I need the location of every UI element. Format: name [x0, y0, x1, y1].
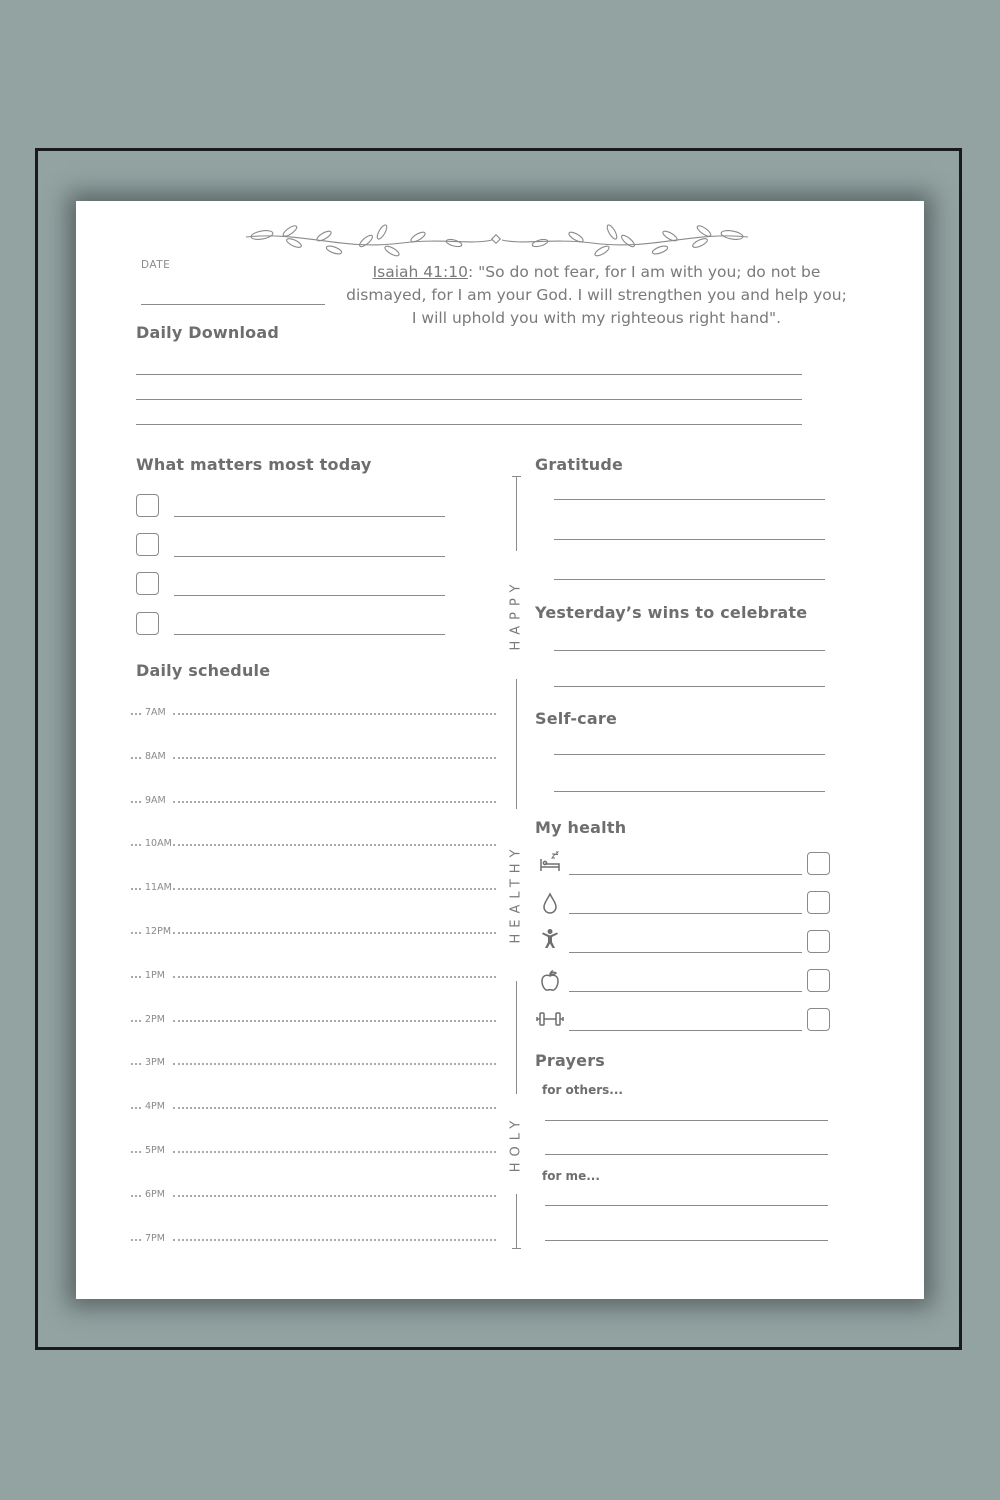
schedule-row[interactable]: [131, 1144, 496, 1158]
schedule-dots: [131, 801, 141, 803]
schedule-dots: [131, 1195, 141, 1197]
daily-download-line[interactable]: [136, 424, 802, 425]
prayer-line[interactable]: [545, 1120, 828, 1121]
schedule-time-label: 12PM: [145, 926, 172, 937]
schedule-dots: [131, 757, 141, 759]
scripture-text: : "So do not fear, for I am with you; do not be dismayed, for I am your God. I will strengthen you and help you; I will uphold you with my righteous right hand".: [346, 263, 847, 327]
water-drop-icon: [538, 891, 562, 915]
prayer-line[interactable]: [545, 1205, 828, 1206]
daily-schedule-heading: Daily schedule: [136, 661, 271, 680]
schedule-dots: [173, 976, 496, 978]
health-checkbox[interactable]: [807, 891, 830, 914]
schedule-row[interactable]: [131, 1056, 496, 1070]
prayers-for-me-label: for me...: [542, 1169, 600, 1183]
schedule-row[interactable]: [131, 925, 496, 939]
prayer-line[interactable]: [545, 1154, 828, 1155]
health-line[interactable]: [569, 991, 802, 992]
divider-cap-bottom: [512, 1248, 521, 1249]
health-checkbox[interactable]: [807, 930, 830, 953]
prayer-line[interactable]: [545, 1240, 828, 1241]
schedule-time-label: 8AM: [145, 750, 166, 762]
schedule-dots: [131, 1107, 141, 1109]
schedule-row[interactable]: [131, 837, 496, 851]
self-care-line[interactable]: [554, 791, 825, 792]
schedule-dots: [173, 844, 496, 846]
gratitude-line[interactable]: [554, 499, 825, 500]
schedule-time-label: 11AM: [145, 882, 172, 894]
schedule-dots: [131, 1020, 141, 1022]
health-checkbox[interactable]: [807, 852, 830, 875]
schedule-dots: [173, 1020, 496, 1022]
self-care-line[interactable]: [554, 754, 825, 755]
schedule-time-label: 7PM: [145, 1232, 165, 1244]
schedule-time-label: 3PM: [145, 1057, 165, 1069]
yesterday-wins-heading: Yesterday’s wins to celebrate: [535, 603, 808, 622]
schedule-dots: [173, 932, 496, 934]
daily-download-line[interactable]: [136, 399, 802, 400]
priority-checkbox[interactable]: [136, 494, 159, 517]
daily-download-heading: Daily Download: [136, 323, 280, 342]
schedule-time-label: 1PM: [145, 969, 165, 981]
exercise-icon: [538, 927, 562, 951]
schedule-row[interactable]: [131, 1013, 496, 1027]
schedule-dots: [131, 844, 141, 846]
schedule-row[interactable]: [131, 750, 496, 764]
schedule-dots: [131, 1239, 141, 1241]
schedule-row[interactable]: [131, 1188, 496, 1202]
schedule-dots: [173, 1107, 496, 1109]
schedule-dots: [173, 1151, 496, 1153]
health-line[interactable]: [569, 952, 802, 953]
sleep-icon: [538, 851, 562, 875]
scripture-reference: Isaiah 41:10: [372, 263, 468, 281]
wins-line[interactable]: [554, 650, 825, 651]
schedule-dots: [131, 1063, 141, 1065]
self-care-heading: Self-care: [535, 709, 618, 728]
wins-line[interactable]: [554, 686, 825, 687]
schedule-row[interactable]: [131, 794, 496, 808]
priority-checkbox[interactable]: [136, 572, 159, 595]
priority-line[interactable]: [174, 595, 445, 596]
schedule-row[interactable]: [131, 1100, 496, 1114]
schedule-dots: [131, 1151, 141, 1153]
schedule-time-label: 9AM: [145, 794, 166, 806]
schedule-time-label: 5PM: [145, 1145, 165, 1156]
prayers-for-others-label: for others...: [542, 1083, 623, 1097]
health-line[interactable]: [569, 874, 802, 875]
dumbbell-icon: [536, 1007, 564, 1031]
my-health-heading: My health: [535, 818, 627, 837]
priority-checkbox[interactable]: [136, 612, 159, 635]
priority-checkbox[interactable]: [136, 533, 159, 556]
priority-line[interactable]: [174, 556, 445, 557]
scripture-quote: [344, 261, 849, 330]
schedule-row[interactable]: [131, 1232, 496, 1246]
gratitude-line[interactable]: [554, 579, 825, 580]
schedule-dots: [131, 888, 141, 890]
health-checkbox[interactable]: [807, 1008, 830, 1031]
date-field[interactable]: [141, 304, 325, 305]
schedule-time-label: 10AM: [145, 838, 172, 850]
prayers-heading: Prayers: [535, 1051, 606, 1070]
holy-label: HOLY: [508, 1114, 524, 1173]
schedule-row[interactable]: [131, 969, 496, 983]
what-matters-heading: What matters most today: [136, 455, 372, 474]
gratitude-line[interactable]: [554, 539, 825, 540]
schedule-dots: [173, 801, 496, 803]
schedule-time-label: 2PM: [145, 1013, 165, 1025]
apple-icon: [538, 969, 562, 993]
gratitude-heading: Gratitude: [535, 455, 624, 474]
schedule-time-label: 6PM: [145, 1188, 165, 1200]
happy-label: HAPPY: [508, 578, 524, 651]
health-checkbox[interactable]: [807, 969, 830, 992]
planner-page: [76, 201, 924, 1299]
schedule-time-label: 7AM: [145, 707, 166, 718]
health-line[interactable]: [569, 1030, 802, 1031]
schedule-row[interactable]: [131, 881, 496, 895]
schedule-dots: [173, 1239, 496, 1241]
schedule-time-label: 4PM: [145, 1101, 165, 1113]
schedule-dots: [131, 713, 141, 715]
priority-line[interactable]: [174, 516, 445, 517]
divider-cap-top: [512, 476, 521, 477]
vine-ornament-icon: [242, 223, 752, 257]
healthy-label: HEALTHY: [508, 843, 524, 944]
schedule-row[interactable]: [131, 706, 496, 720]
health-line[interactable]: [569, 913, 802, 914]
schedule-dots: [131, 976, 141, 978]
schedule-dots: [173, 1195, 496, 1197]
schedule-dots: [131, 932, 141, 934]
schedule-dots: [173, 888, 496, 890]
priority-line[interactable]: [174, 634, 445, 635]
schedule-dots: [173, 713, 496, 715]
schedule-dots: [173, 757, 496, 759]
schedule-dots: [173, 1063, 496, 1065]
date-label: DATE: [141, 259, 171, 271]
daily-download-line[interactable]: [136, 374, 802, 375]
